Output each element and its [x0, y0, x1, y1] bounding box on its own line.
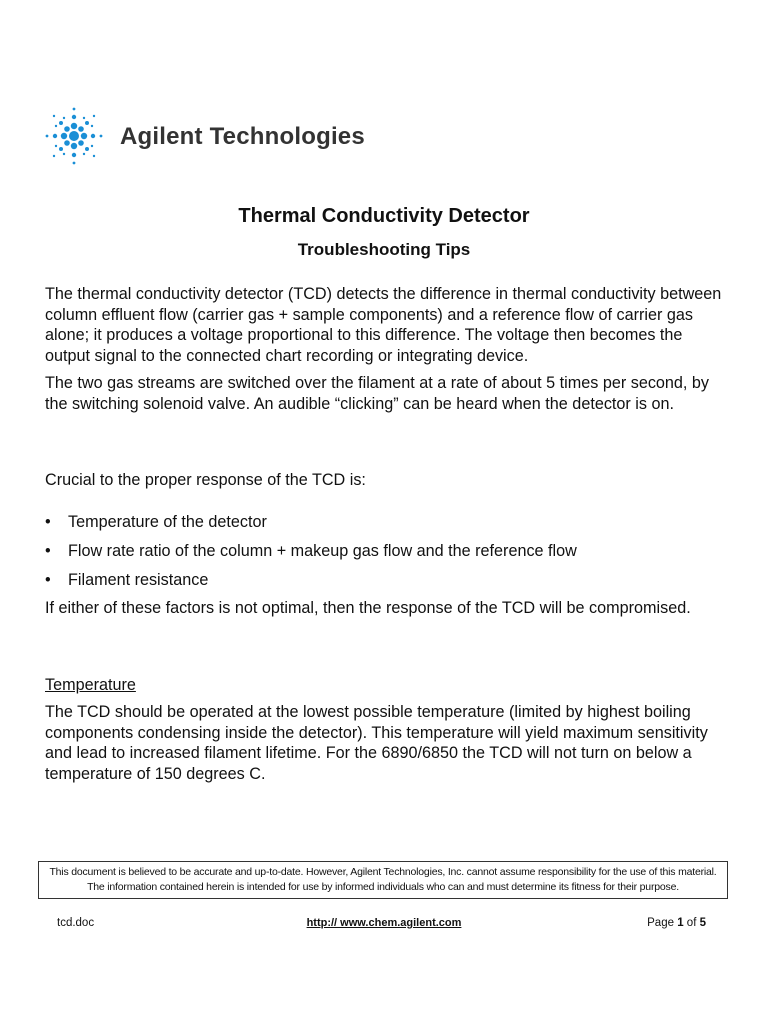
- disclaimer-line-1: This document is believed to be accurate and up-to-date. However, Agilent Technologies, Inc. cannot assume responsibility for the use of this material.: [49, 866, 717, 878]
- intro-paragraph: The thermal conductivity detector (TCD) detects the difference in thermal conductivity between column effluent flow (carrier gas + sample components) and a reference flow of carrier gas alone; it produces a voltage proportional to this difference. The voltage then becomes the output signal to the connected chart recording or integrating device.: [45, 285, 722, 365]
- factors-list: [45, 512, 730, 599]
- page-current: 1: [677, 917, 684, 929]
- temperature-paragraph: The TCD should be operated at the lowest possible temperature (limited by highest boiling components condensing inside the detector). This temperature will yield maximum sensitivity and lead to increased filament lifetime. For the 6890/6850 the TCD will not turn on below a temperature of 150 degrees C.: [45, 703, 708, 783]
- document-subtitle: Troubleshooting Tips: [297, 240, 471, 259]
- list-item: [45, 541, 730, 562]
- page-total: 5: [699, 917, 706, 929]
- list-item: [45, 570, 730, 591]
- disclaimer-box: [38, 861, 728, 899]
- compromise-paragraph: If either of these factors is not optimal, then the response of the TCD will be compromised.: [45, 599, 691, 617]
- agilent-spark-logo-icon: [42, 104, 106, 168]
- list-item-text: Flow rate ratio of the column + makeup gas flow and the reference flow: [68, 542, 577, 560]
- list-item: [45, 512, 730, 533]
- bullet-icon: •: [45, 513, 51, 531]
- section-heading-temperature: Temperature: [45, 676, 136, 694]
- list-item-text: Filament resistance: [68, 571, 209, 589]
- page-prefix: Page: [647, 917, 678, 929]
- page-of: of: [683, 917, 700, 929]
- company-name: Agilent Technologies: [120, 123, 365, 150]
- list-item-text: Temperature of the detector: [68, 513, 267, 531]
- footer-filename: tcd.doc: [57, 917, 95, 929]
- switching-paragraph: The two gas streams are switched over the filament at a rate of about 5 times per second, by the switching solenoid valve. An audible “clicking” can be heard when the detector is on.: [45, 374, 710, 413]
- footer-url-text[interactable]: http:// www.chem.agilent.com: [306, 917, 462, 929]
- company-logo: [42, 104, 382, 168]
- bullet-icon: •: [45, 571, 51, 589]
- footer-page-number: [647, 917, 706, 929]
- document-title: Thermal Conductivity Detector: [238, 205, 530, 227]
- crucial-factors-intro: Crucial to the proper response of the TCD is:: [45, 471, 366, 489]
- disclaimer-line-2: The information contained herein is intended for use by informed individuals who can and must determine its fitness for their purpose.: [87, 881, 679, 893]
- bullet-icon: •: [45, 542, 51, 560]
